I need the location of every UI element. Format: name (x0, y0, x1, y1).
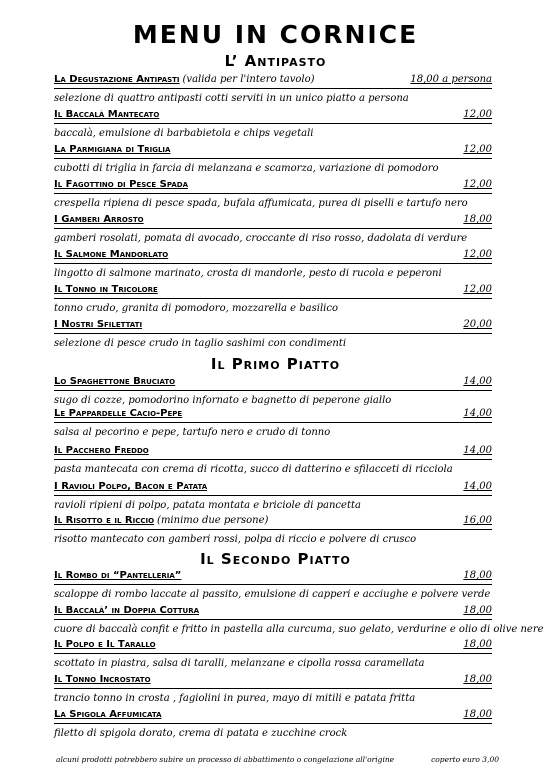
menu-item-header (54, 568, 492, 585)
dish-price: 18,00 (463, 674, 492, 685)
menu-item-header (54, 707, 492, 724)
dish-price: 18,00 (463, 709, 492, 720)
menu-item (54, 142, 492, 176)
dish-description: cubotti di triglia in farcia di melanzana e scamorza, variazione di pomodoro (54, 163, 439, 174)
menu-item-header (54, 513, 492, 530)
dish-description: ravioli ripieni di polpo, patata montata e briciole di pancetta (54, 500, 361, 511)
dish-name: Il Rombo di “Pantelleria” (54, 570, 182, 581)
dish-price: 18,00 (463, 570, 492, 581)
menu-item (54, 406, 492, 440)
dish-name: La Spigola Affumicata (54, 709, 162, 720)
dish-description: scaloppe di rombo laccate al passito, emulsione di capperi e acciughe e polvere verde (54, 589, 491, 600)
dish-name: Lo Spaghettone Bruciato (54, 376, 176, 387)
menu-item-header (54, 212, 492, 229)
dish-description: lingotto di salmone marinato, crosta di mandorle, pesto di rucola e peperoni (54, 268, 442, 279)
dish-name: I Ravioli Polpo, Bacon e Patata (54, 481, 208, 492)
dish-description: selezione di pesce crudo in taglio sashimi con condimenti (54, 338, 347, 349)
dish-price: 18,00 a persona (410, 74, 492, 85)
menu-item (54, 568, 492, 602)
menu-item-header (54, 374, 492, 391)
dish-name: Il Baccalà Mantecato (54, 109, 160, 120)
section-heading-primo: Il Primo Piatto (210, 355, 341, 373)
dish-price: 12,00 (463, 109, 492, 120)
dish-price: 16,00 (463, 515, 492, 526)
dish-name: Il Fagottino di Pesce Spada (54, 179, 188, 190)
dish-name: Il Pacchero Freddo (54, 445, 149, 456)
menu-item-header (54, 72, 492, 89)
menu-item-header (54, 443, 492, 460)
menu-item-header (54, 637, 492, 654)
menu-item (54, 247, 492, 281)
menu-item-header (54, 247, 492, 264)
dish-name: Le Pappardelle Cacio-Pepe (54, 408, 183, 419)
menu-item (54, 282, 492, 316)
menu-item (54, 707, 492, 741)
menu-item (54, 513, 492, 547)
dish-name: I Gamberi Arrosto (54, 214, 144, 225)
menu-item-header (54, 672, 492, 689)
menu-item-header (54, 317, 492, 334)
menu-item (54, 212, 492, 246)
dish-price: 20,00 (463, 319, 492, 330)
dish-name: I Nostri Sfilettati (54, 319, 143, 330)
dish-description: trancio tonno in crosta , fagiolini in purea, mayo di mitili e patata fritta (54, 693, 416, 704)
menu-item-header (54, 282, 492, 299)
dish-price: 12,00 (463, 249, 492, 260)
dish-price: 14,00 (463, 481, 492, 492)
dish-price: 12,00 (463, 144, 492, 155)
dish-description: filetto di spigola dorato, crema di patata e zucchine crock (54, 728, 348, 739)
footer-note: alcuni prodotti potrebbero subire un processo di abbattimento o congelazione all'origine (56, 755, 395, 764)
dish-price: 14,00 (463, 445, 492, 456)
dish-description: sugo di cozze, pomodorino infornato e bagnetto di peperone giallo (54, 395, 392, 406)
dish-price: 12,00 (463, 284, 492, 295)
dish-name: Il Tonno Incrostato (54, 674, 151, 685)
dish-description: cuore di baccalà confit e fritto in pastella alla curcuma, suo gelato, verdurine e olio di olive nere (54, 624, 544, 635)
menu-item-header (54, 406, 492, 423)
menu-item (54, 637, 492, 671)
dish-name: Il Risotto e il Riccio (54, 515, 155, 526)
dish-description: pasta mantecata con crema di ricotta, succo di datterino e sfilacceti di ricciola (54, 464, 453, 475)
dish-name: Il Baccalà’ in Doppia Cottura (54, 605, 200, 616)
section-heading-secondo: Il Secondo Piatto (200, 550, 351, 568)
menu-item (54, 177, 492, 211)
dish-price: 14,00 (463, 408, 492, 419)
dish-description: selezione di quattro antipasti cotti serviti in un unico piatto a persona (54, 93, 409, 104)
menu-item-header (54, 177, 492, 194)
dish-description: tonno crudo, granita di pomodoro, mozzarella e basilico (54, 303, 338, 314)
menu-item-header (54, 479, 492, 496)
menu-item-header (54, 107, 492, 124)
dish-description: scottato in piastra, salsa di taralli, melanzane e cipolla rossa caramellata (54, 658, 425, 669)
dish-note: (minimo due persone) (157, 515, 269, 526)
menu-item (54, 317, 492, 351)
dish-note: (valida per l'intero tavolo) (182, 74, 315, 85)
dish-price: 18,00 (463, 605, 492, 616)
menu-item (54, 443, 492, 477)
menu-item (54, 672, 492, 706)
dish-price: 18,00 (463, 639, 492, 650)
menu-item (54, 374, 492, 408)
menu-item-header (54, 603, 492, 620)
dish-name: Il Salmone Mandorlato (54, 249, 169, 260)
menu-item (54, 107, 492, 141)
dish-description: risotto mantecato con gamberi rossi, polpa di riccio e polvere di crusco (54, 534, 417, 545)
dish-description: salsa al pecorino e pepe, tartufo nero e crudo di tonno (54, 427, 331, 438)
dish-description: baccalà, emulsione di barbabietola e chips vegetali (54, 128, 314, 139)
dish-description: crespella ripiena di pesce spada, bufala affumicata, purea di piselli e tartufo nero (54, 198, 468, 209)
dish-price: 12,00 (463, 179, 492, 190)
dish-price: 14,00 (463, 376, 492, 387)
menu-title: MENU IN CORNICE (132, 20, 419, 49)
section-heading-antipasto: L’ Antipasto (224, 52, 327, 70)
menu-item (54, 72, 492, 106)
dish-name: La Parmigiana di Triglia (54, 144, 171, 155)
dish-name: La Degustazione Antipasti (54, 74, 180, 85)
dish-price: 18,00 (463, 214, 492, 225)
menu-item (54, 603, 544, 637)
menu-item (54, 479, 492, 513)
dish-name: Il Tonno in Tricolore (54, 284, 158, 295)
dish-description: gamberi rosolati, pomata di avocado, croccante di riso rosso, dadolata di verdure (54, 233, 468, 244)
cover-charge: coperto euro 3,00 (431, 755, 499, 764)
menu-item-header (54, 142, 492, 159)
dish-name: Il Polpo e Il Tarallo (54, 639, 156, 650)
